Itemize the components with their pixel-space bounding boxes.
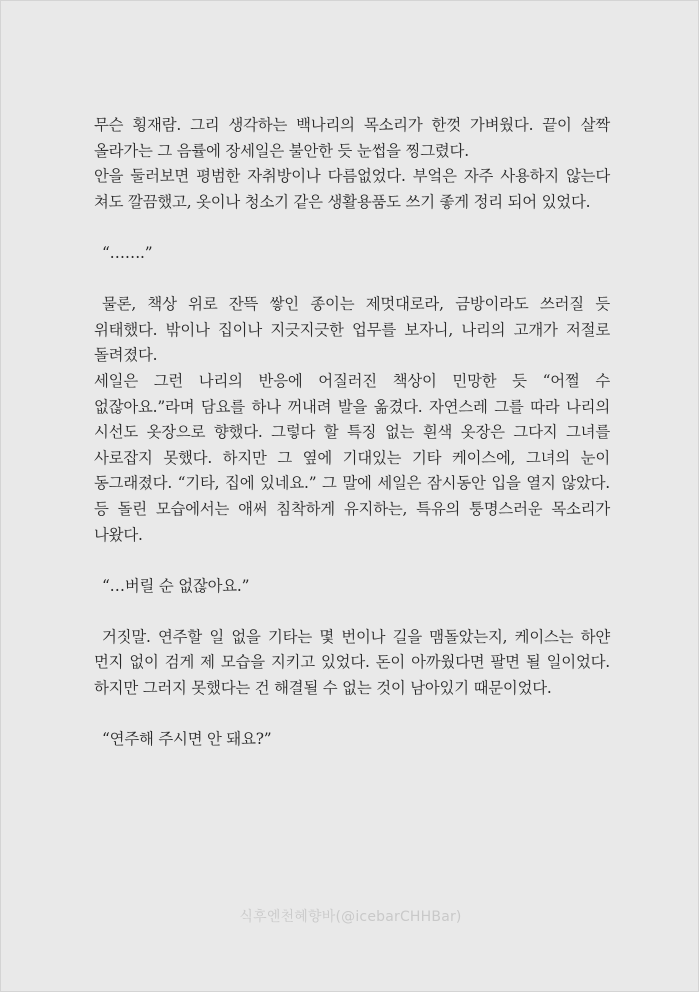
dialogue-2: “…버릴 순 없잖아요.” <box>102 576 250 595</box>
paragraph-4: 세일은 그런 나리의 반응에 어질러진 책상이 민망한 듯 “어쩔 수 없잖아요.”라며 담요를 하나 꺼내려 발을 옮겼다. 자연스레 그를 따라 나리의 시선도 옷장으로 향했다. 그렇다 할 특징 없는 흰색 옷장은 그다지 그녀를 사로잡지 못했다. 하지만 그 옆에 기대있는 기타 케이스에, 그녀의 눈이 동그래졌다. “기타, 집에 있네요.” 그 말에 세일은 잠시동안 입을 열지 않았다. 등 돌린 모습에서는 애써 침착하게 유지하는, 특유의 퉁명스러운 목소리가 나왔다. <box>94 371 610 544</box>
dialogue-3: “연주해 주시면 안 돼요?” <box>102 730 272 749</box>
paragraph-1: 무슨 횡재람. 그리 생각하는 백나리의 목소리가 한껏 가벼웠다. 끝이 살짝 올라가는 그 음률에 장세일은 불안한 듯 눈썹을 찡그렸다. <box>94 116 610 160</box>
dialogue-1: “…….” <box>102 243 153 262</box>
watermark: 식후엔천혜향바(@icebarCHHBar) <box>239 909 462 925</box>
paragraph-gap <box>94 548 610 574</box>
paragraph-2: 안을 둘러보면 평범한 자취방이나 다름없었다. 부엌은 자주 사용하지 않는다 쳐도 깔끔했고, 옷이나 청소기 같은 생활용품도 쓰기 좋게 정리 되어 있었다. <box>94 167 610 211</box>
paragraph-gap <box>94 702 610 728</box>
paragraph-gap <box>94 215 610 241</box>
paragraph-gap <box>94 599 610 625</box>
paragraph-gap <box>94 267 610 293</box>
story-text <box>94 113 610 753</box>
paragraph-3: 물론, 책상 위로 잔뜩 쌓인 종이는 제멋대로라, 금방이라도 쓰러질 듯 위태했다. 밖이나 집이나 지긋지긋한 업무를 보자니, 나리의 고개가 저절로 돌려졌다. <box>94 295 610 365</box>
paragraph-5: 거짓말. 연주할 일 없을 기타는 몇 번이나 길을 맴돌았는지, 케이스는 하얀 먼지 없이 검게 제 모습을 지키고 있었다. 돈이 아까웠다면 팔면 될 일이었다. 하지만 그러지 못했다는 건 해결될 수 없는 것이 남아있기 때문이었다. <box>94 627 610 698</box>
